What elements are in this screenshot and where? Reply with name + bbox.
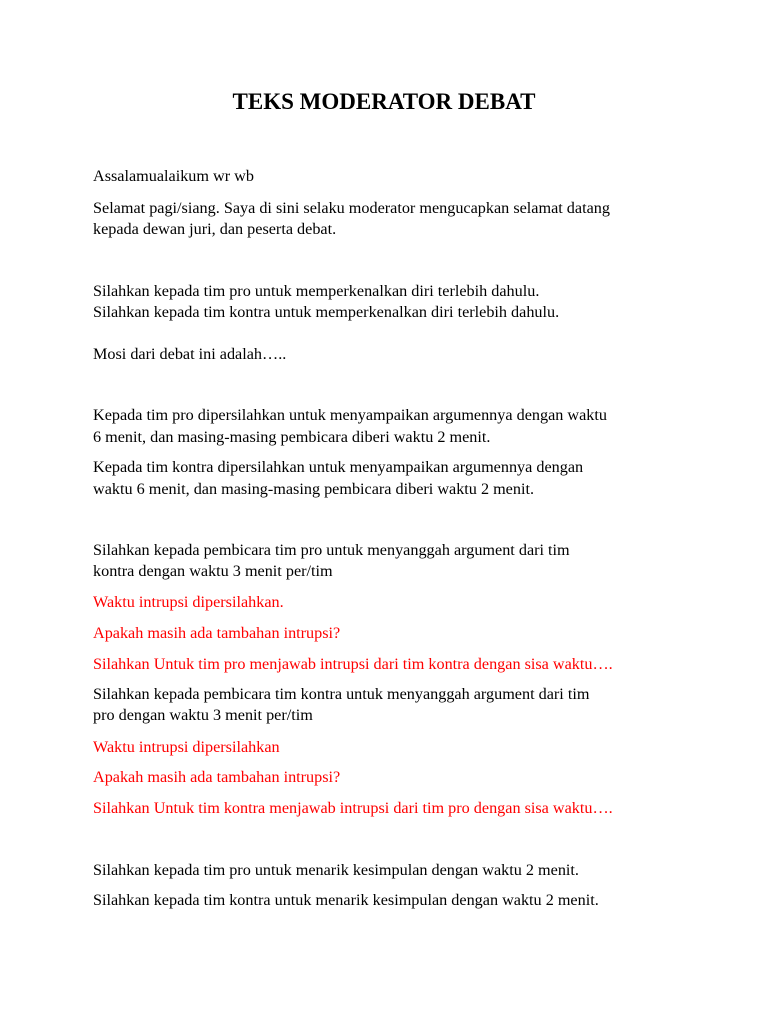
document-title: TEKS MODERATOR DEBAT (232, 89, 536, 114)
pro-argument-line-2: 6 menit, dan masing-masing pembicara diberi waktu 2 menit. (93, 428, 491, 446)
welcome-line-1: Selamat pagi/siang. Saya di sini selaku moderator mengucapkan selamat datang (93, 199, 610, 217)
pro-argument-line-1: Kepada tim pro dipersilahkan untuk menyampaikan argumennya dengan waktu (93, 406, 607, 424)
interruption-invite-line-2: Waktu intrupsi dipersilahkan (93, 738, 280, 756)
intro-pro-line: Silahkan kepada tim pro untuk memperkenalkan diri terlebih dahulu. (93, 282, 540, 300)
kontra-conclusion-line: Silahkan kepada tim kontra untuk menarik kesimpulan dengan waktu 2 menit. (93, 891, 599, 909)
pro-rebuttal-line-1: Silahkan kepada pembicara tim pro untuk menyanggah argument dari tim (93, 541, 570, 559)
interruption-more-line-2: Apakah masih ada tambahan intrupsi? (93, 768, 341, 786)
pro-conclusion-line: Silahkan kepada tim pro untuk menarik kesimpulan dengan waktu 2 menit. (93, 861, 579, 879)
welcome-line-2: kepada dewan juri, dan peserta debat. (93, 220, 337, 238)
intro-kontra-line: Silahkan kepada tim kontra untuk memperkenalkan diri terlebih dahulu. (93, 303, 560, 321)
greeting-line: Assalamualaikum wr wb (93, 167, 254, 185)
pro-rebuttal-line-2: kontra dengan waktu 3 menit per/tim (93, 562, 333, 580)
kontra-answer-line: Silahkan Untuk tim kontra menjawab intrupsi dari tim pro dengan sisa waktu…. (93, 799, 613, 817)
kontra-rebuttal-line-2: pro dengan waktu 3 menit per/tim (93, 706, 313, 724)
interruption-invite-line: Waktu intrupsi dipersilahkan. (93, 593, 284, 611)
interruption-more-line: Apakah masih ada tambahan intrupsi? (93, 624, 341, 642)
kontra-argument-line-2: waktu 6 menit, dan masing-masing pembicara diberi waktu 2 menit. (93, 480, 534, 498)
pro-answer-line: Silahkan Untuk tim pro menjawab intrupsi dari tim kontra dengan sisa waktu…. (93, 655, 613, 673)
kontra-argument-line-1: Kepada tim kontra dipersilahkan untuk menyampaikan argumennya dengan (93, 458, 584, 476)
kontra-rebuttal-line-1: Silahkan kepada pembicara tim kontra untuk menyanggah argument dari tim (93, 685, 590, 703)
motion-line: Mosi dari debat ini adalah….. (93, 345, 287, 363)
